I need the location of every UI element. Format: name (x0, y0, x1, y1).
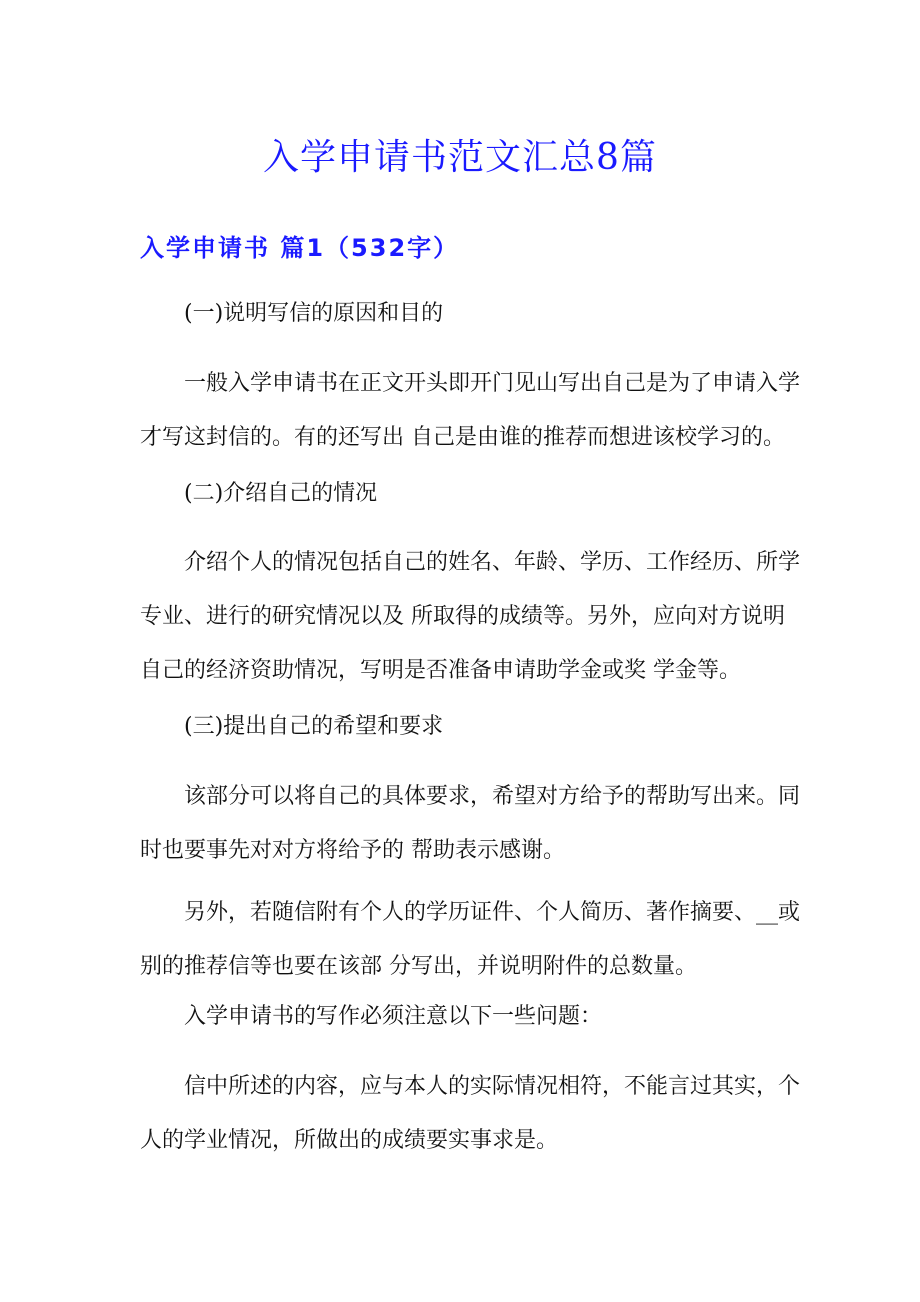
heading-introduce: (二)介绍自己的情况 (184, 481, 378, 506)
document-title: 入学申请书范文汇总8篇 (263, 137, 657, 178)
paragraph-notes: 信中所述的内容，应与本人的实际情况相符，不能言过其实，个人的学业情况，所做出的成绩要实事求是。 (140, 1074, 801, 1153)
paragraph-introduce: 介绍个人的情况包括自己的姓名、年龄、学历、工作经历、所学专业、进行的研究情况以及 所取得的成绩等。另外，应向对方说明自己的经济资助情况，写明是否准备申请助学金或奖 学金等。 (140, 550, 801, 683)
section-subtitle: 入学申请书 篇1（532字） (140, 234, 460, 262)
paragraph-hopes: 该部分可以将自己的具体要求，希望对方给予的帮助写出来。同时也要事先对对方将给予的 帮助表示感谢。 (140, 784, 801, 863)
paragraph-reason: 一般入学申请书在正文开头即开门见山写出自己是为了申请入学才写这封信的。有的还写出 自己是由谁的推荐而想进该校学习的。 (140, 371, 801, 450)
heading-notes: 入学申请书的写作必须注意以下一些问题： (184, 1004, 603, 1029)
paragraph-attachments: 另外，若随信附有个人的学历证件、个人简历、著作摘要、__或别的推荐信等也要在该部 分写出，并说明附件的总数量。 (140, 900, 801, 979)
heading-reason: (一)说明写信的原因和目的 (184, 301, 444, 326)
heading-hopes: (三)提出自己的希望和要求 (184, 714, 444, 739)
